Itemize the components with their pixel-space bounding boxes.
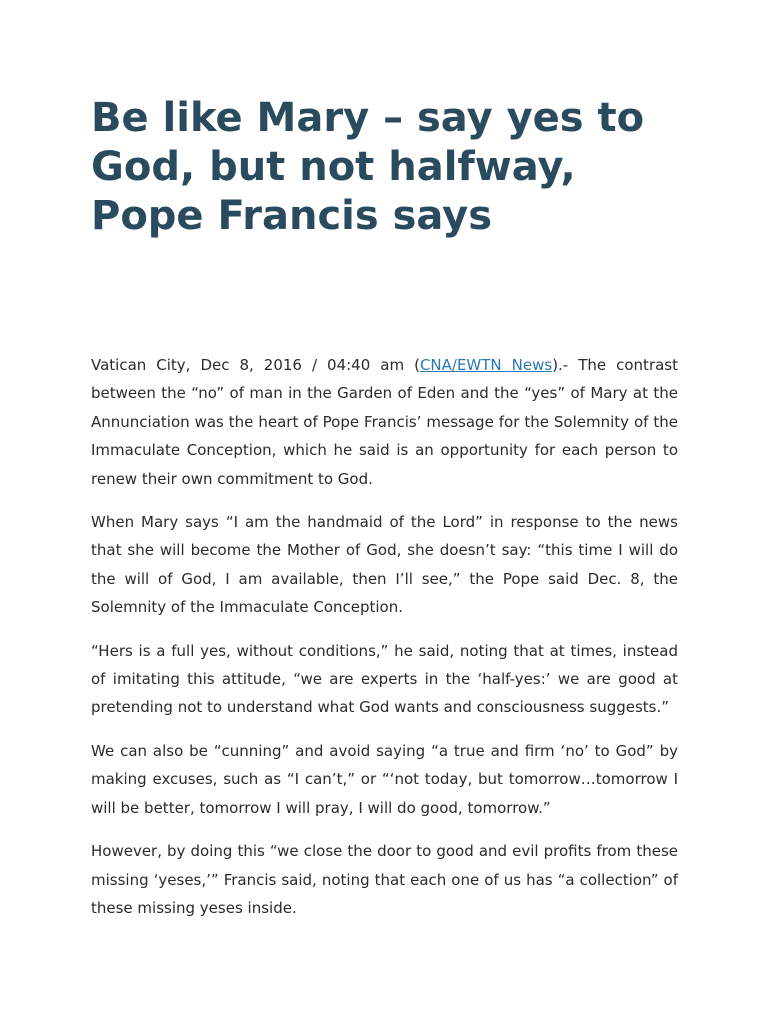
article-title: Be like Mary – say yes to God, but not halfway, Pope Francis says — [91, 95, 645, 239]
body-paragraph: We can also be “cunning” and avoid saying “a true and firm ‘no’ to God” by making excuses, such as “I can’t,” or “‘not today, but tomorrow…tomorrow I will be better, tomorrow I will pray, I will do good, tomorrow.” — [91, 741, 678, 817]
article-body — [91, 351, 678, 937]
lead-paragraph — [91, 351, 678, 493]
dateline-text: Vatican City, Dec 8, 2016 / 04:40 am ( — [91, 356, 420, 374]
body-paragraph: When Mary says “I am the handmaid of the Lord” in response to the news that she will become the Mother of God, she doesn’t say: “this time I will do the will of God, I am available, then I’ll see,” the Pope said Dec. 8, the Solemnity of the Immaculate Conception. — [91, 513, 678, 617]
lead-text: ).- The contrast between the “no” of man in the Garden of Eden and the “yes” of Mary at the Annunciation was the heart of Pope Francis’ message for the Solemnity of the Immaculate Conception, which he said is an opportunity for each person to renew their own commitment to God. — [91, 356, 678, 488]
source-link[interactable]: CNA/EWTN News — [419, 356, 553, 374]
body-paragraph: “Hers is a full yes, without conditions,” he said, noting that at times, instead of imitating this attitude, “we are experts in the ‘half-yes:’ we are good at pretending not to understand what God wants and consciousness suggests.” — [91, 641, 678, 717]
body-paragraph: However, by doing this “we close the door to good and evil profits from these missing ‘yeses,’” Francis said, noting that each one of us has “a collection” of these missing yeses inside. — [91, 842, 678, 917]
